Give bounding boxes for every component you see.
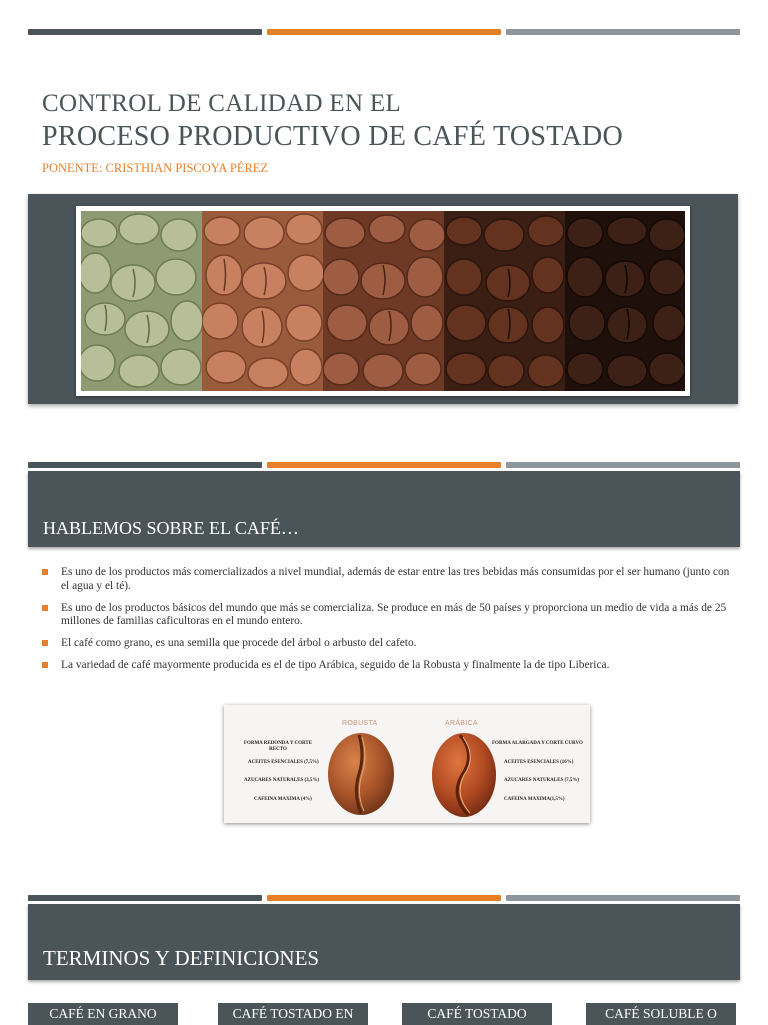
section1-stripe-orange bbox=[267, 462, 501, 468]
arabica-caffeine: CAFEINA MAXIMA(1,5%) bbox=[504, 797, 565, 802]
coffee-facts-list bbox=[42, 566, 732, 681]
dark-roast-segment bbox=[444, 211, 565, 391]
robusta-shape: FORMA REDONDA Y CORTE RECTO bbox=[243, 741, 313, 752]
section2-heading: TERMINOS Y DEFINICIONES bbox=[43, 946, 320, 970]
list-item: El café como grano, es una semilla que procede del árbol o arbusto del cafeto. bbox=[42, 637, 732, 651]
roast-stages-image bbox=[81, 211, 685, 391]
section2-stripe-gray bbox=[506, 895, 740, 901]
very-dark-roast-segment bbox=[565, 211, 685, 391]
medium-roast-segment bbox=[323, 211, 444, 391]
speaker-line: PONENTE: CRISTHIAN PISCOYA PÉREZ bbox=[42, 161, 269, 175]
coffee-roast-photo bbox=[76, 206, 690, 396]
list-item: Es uno de los productos básicos del mundo que más se comercializa. Se produce en más de 50 países y proporciona un medio de vida a más de 25 millones de familias caficultoras en el mundo entero. bbox=[42, 602, 732, 629]
title-line-1: CONTROL DE CALIDAD EN EL bbox=[42, 90, 402, 117]
robusta-sugars: AZUCARES NATURALES (3,5%) bbox=[244, 778, 320, 783]
section1-heading: HABLEMOS SOBRE EL CAFÉ… bbox=[43, 518, 299, 538]
robusta-oils: ACEITES ESENCIALES (7,5%) bbox=[248, 760, 319, 765]
robusta-caffeine: CAFEINA MAXIMA (4%) bbox=[254, 797, 312, 802]
bullet-square-icon bbox=[42, 569, 48, 575]
arabica-shape: FORMA ALARGADA Y CORTE CURVO bbox=[492, 741, 583, 746]
term-cafe-soluble: CAFÉ SOLUBLE O bbox=[586, 1003, 736, 1025]
robusta-heading: ROBUSTA bbox=[342, 720, 378, 727]
arabica-oils: ACEITES ESENCIALES (16%) bbox=[504, 760, 574, 765]
robusta-arabica-comparison bbox=[224, 705, 590, 823]
section2-header-band bbox=[28, 904, 740, 980]
section1-stripe-gray bbox=[506, 462, 740, 468]
term-cafe-tostado-en: CAFÉ TOSTADO EN bbox=[218, 1003, 368, 1025]
section2-stripe-orange bbox=[267, 895, 501, 901]
arabica-sugars: AZUCARES NATURALES (7,5%) bbox=[504, 778, 580, 783]
bullet-square-icon bbox=[42, 605, 48, 611]
list-item: La variedad de café mayormente producida es el de tipo Arábica, seguido de la Robusta y finalmente la de tipo Liberica. bbox=[42, 659, 732, 673]
section1-stripe-dark bbox=[28, 462, 262, 468]
top-stripe-gray bbox=[506, 29, 740, 35]
arabica-bean-icon bbox=[430, 731, 498, 819]
light-roast-segment bbox=[202, 211, 323, 391]
robusta-bean-icon bbox=[326, 731, 396, 817]
list-item: Es uno de los productos más comercializados a nivel mundial, además de estar entre las tres bebidas más consumidas por el ser humano (junto con el agua y el té). bbox=[42, 566, 732, 593]
term-cafe-tostado: CAFÉ TOSTADO bbox=[402, 1003, 552, 1025]
arabica-heading: ARÁBICA bbox=[445, 720, 478, 727]
bullet-square-icon bbox=[42, 640, 48, 646]
section1-header-band bbox=[28, 471, 740, 547]
top-stripe-dark bbox=[28, 29, 262, 35]
section2-stripe-dark bbox=[28, 895, 262, 901]
term-cafe-en-grano: CAFÉ EN GRANO bbox=[28, 1003, 178, 1025]
bullet-square-icon bbox=[42, 662, 48, 668]
top-stripe-orange bbox=[267, 29, 501, 35]
green-bean-segment bbox=[81, 211, 202, 391]
title-line-2: PROCESO PRODUCTIVO DE CAFÉ TOSTADO bbox=[42, 121, 624, 152]
